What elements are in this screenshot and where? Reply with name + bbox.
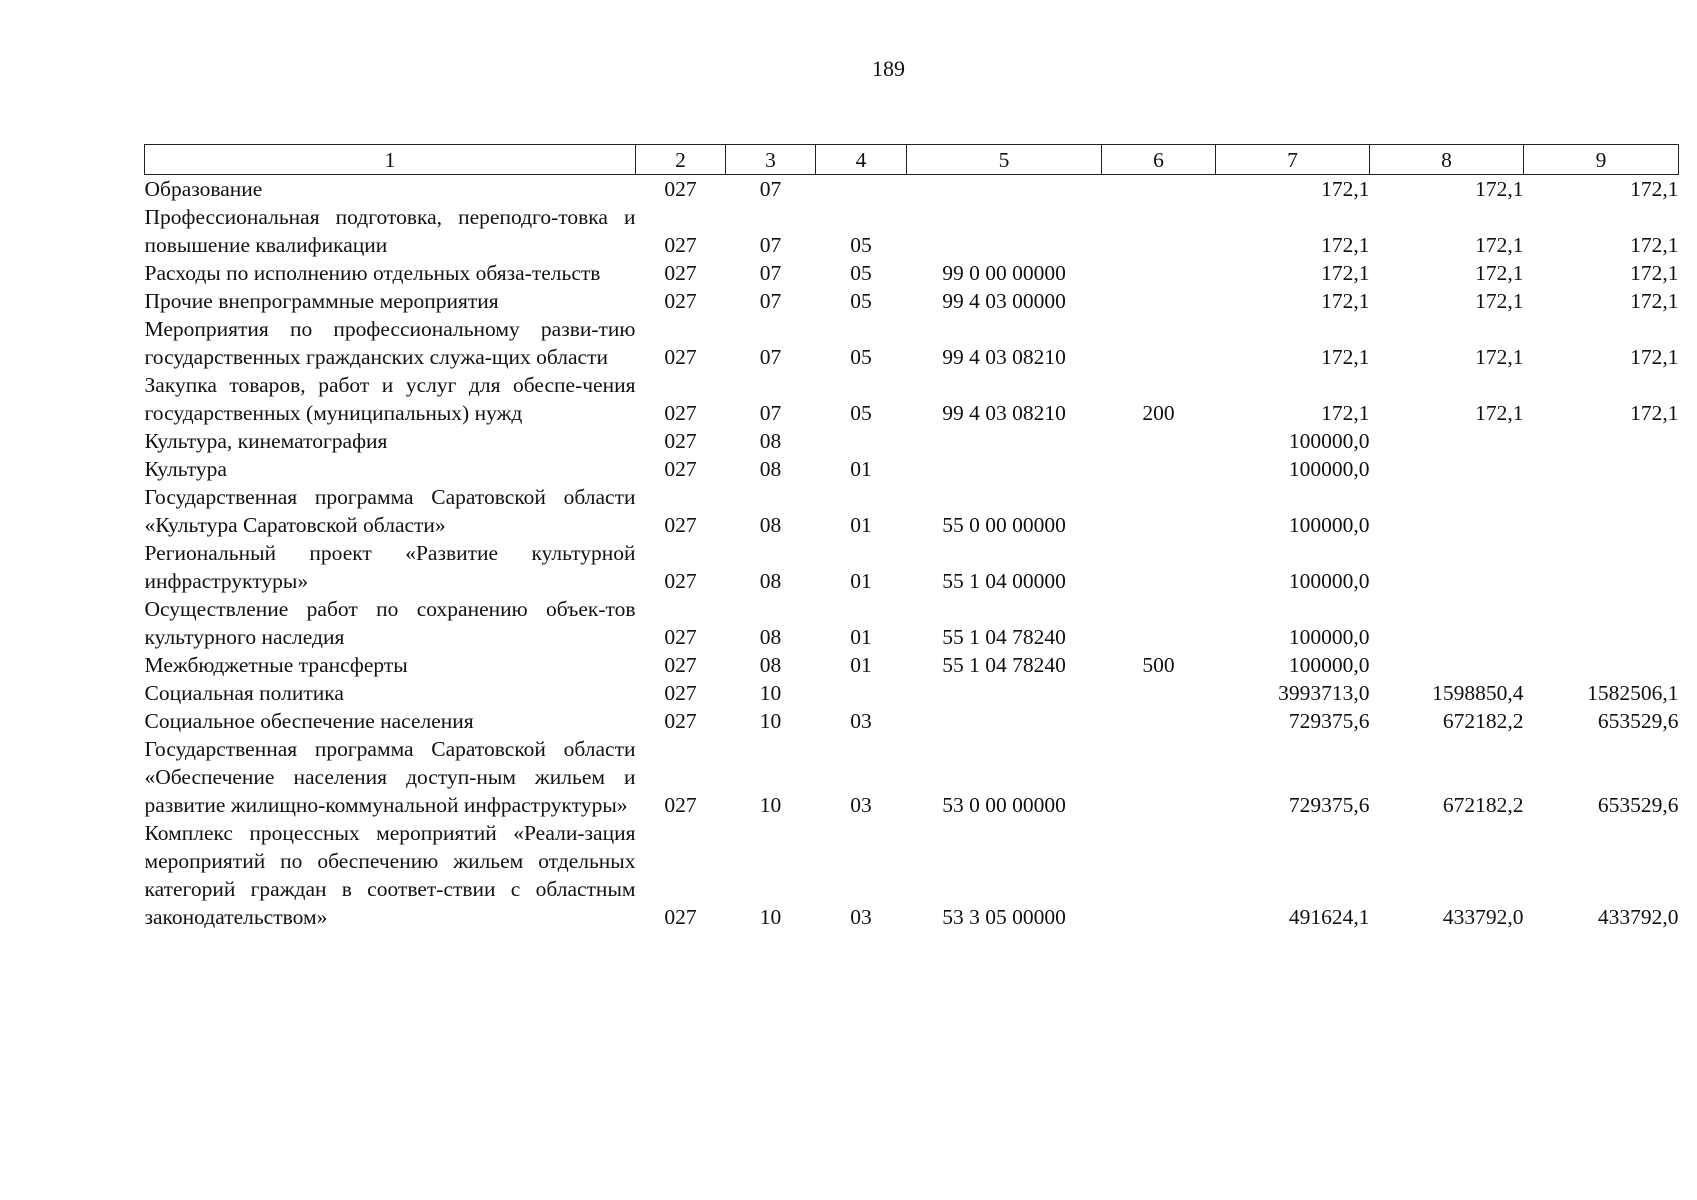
cell-amount-col7: 172,1 — [1321, 261, 1370, 285]
table-row — [145, 735, 1679, 819]
cell-expense-type — [1102, 203, 1216, 259]
cell-amount-col9 — [1524, 539, 1679, 595]
cell-expense-type — [1102, 819, 1216, 931]
budget-table — [144, 144, 1679, 931]
cell-amount-col7: 172,1 — [1321, 233, 1370, 257]
cell-amount-col8 — [1370, 651, 1524, 679]
cell-subsection: 01 — [850, 653, 872, 677]
cell-amount-col8: 172,1 — [1475, 345, 1524, 369]
cell-target-article: 99 0 00 00000 — [942, 261, 1066, 285]
cell-section: 10 — [759, 681, 782, 705]
cell-amount-col8 — [1370, 539, 1524, 595]
cell-subsection: 01 — [850, 513, 872, 537]
row-name: Социальная политика — [144, 681, 344, 705]
cell-amount-col9: 653529,6 — [1597, 793, 1679, 817]
row-name: Осуществление работ по сохранению объек-тов культурного наследия — [144, 597, 636, 649]
cell-amount-col7: 100000,0 — [1288, 653, 1370, 677]
column-header-2: 2 — [636, 145, 726, 175]
cell-amount-col8: 1598850,4 — [1432, 681, 1524, 705]
cell-amount-col9 — [1524, 651, 1679, 679]
cell-amount-col8: 172,1 — [1475, 261, 1524, 285]
cell-expense-type — [1102, 315, 1216, 371]
table-row — [145, 259, 1679, 287]
cell-ministry-code: 027 — [664, 709, 697, 733]
cell-expense-type — [1102, 735, 1216, 819]
cell-amount-col9: 172,1 — [1630, 233, 1679, 257]
column-header-5: 5 — [907, 145, 1102, 175]
cell-expense-type: 200 — [1142, 401, 1175, 425]
cell-section: 07 — [759, 233, 782, 257]
table-row — [145, 455, 1679, 483]
table-row — [145, 679, 1679, 707]
cell-ministry-code: 027 — [664, 569, 697, 593]
cell-subsection — [816, 679, 907, 707]
cell-subsection: 01 — [850, 569, 872, 593]
cell-target-article: 53 3 05 00000 — [942, 905, 1066, 929]
cell-subsection: 03 — [850, 793, 872, 817]
cell-section: 10 — [759, 709, 782, 733]
cell-amount-col7: 100000,0 — [1288, 569, 1370, 593]
cell-expense-type: 500 — [1142, 653, 1175, 677]
cell-amount-col9: 172,1 — [1630, 345, 1679, 369]
cell-amount-col8: 172,1 — [1475, 401, 1524, 425]
cell-amount-col8: 172,1 — [1475, 289, 1524, 313]
cell-ministry-code: 027 — [664, 513, 697, 537]
table-row — [145, 287, 1679, 315]
table-row — [145, 203, 1679, 259]
column-header-8: 8 — [1370, 145, 1524, 175]
cell-amount-col7: 172,1 — [1321, 177, 1370, 201]
cell-section: 07 — [759, 177, 782, 201]
column-header-9: 9 — [1524, 145, 1679, 175]
cell-ministry-code: 027 — [664, 905, 697, 929]
cell-section: 08 — [759, 653, 782, 677]
cell-ministry-code: 027 — [664, 345, 697, 369]
cell-subsection: 03 — [850, 905, 872, 929]
cell-target-article: 99 4 03 00000 — [942, 289, 1066, 313]
row-name: Государственная программа Саратовской области «Культура Саратовской области» — [144, 485, 636, 537]
cell-amount-col8 — [1370, 483, 1524, 539]
cell-expense-type — [1102, 483, 1216, 539]
cell-expense-type — [1102, 679, 1216, 707]
cell-amount-col7: 100000,0 — [1288, 513, 1370, 537]
cell-target-article: 55 1 04 00000 — [942, 569, 1066, 593]
cell-target-article: 55 1 04 78240 — [942, 625, 1066, 649]
cell-amount-col7: 729375,6 — [1288, 709, 1370, 733]
row-name: Прочие внепрограммные мероприятия — [144, 289, 499, 313]
cell-amount-col9: 433792,0 — [1597, 905, 1679, 929]
cell-section: 07 — [759, 401, 782, 425]
cell-amount-col9: 172,1 — [1630, 177, 1679, 201]
row-name: Расходы по исполнению отдельных обяза-тельств — [144, 261, 601, 285]
table-row — [145, 315, 1679, 371]
cell-amount-col8: 672182,2 — [1442, 793, 1524, 817]
cell-amount-col7: 100000,0 — [1288, 429, 1370, 453]
cell-amount-col7: 3993713,0 — [1278, 681, 1370, 705]
cell-amount-col7: 729375,6 — [1288, 793, 1370, 817]
cell-subsection: 01 — [850, 625, 872, 649]
table-row — [145, 427, 1679, 455]
cell-subsection — [816, 427, 907, 455]
row-name: Мероприятия по профессиональному разви-тию государственных гражданских служа-щих области — [144, 317, 636, 369]
table-row — [145, 595, 1679, 651]
cell-subsection: 05 — [850, 345, 872, 369]
row-name: Межбюджетные трансферты — [144, 653, 408, 677]
column-header-4: 4 — [816, 145, 907, 175]
cell-target-article: 55 0 00 00000 — [942, 513, 1066, 537]
table-row — [145, 371, 1679, 427]
cell-subsection: 05 — [850, 289, 872, 313]
row-name: Закупка товаров, работ и услуг для обеспе-чения государственных (муниципальных) нужд — [144, 373, 636, 425]
cell-target-article: 53 0 00 00000 — [942, 793, 1066, 817]
cell-target-article — [907, 707, 1102, 735]
header-row — [145, 145, 1679, 175]
cell-amount-col8 — [1370, 427, 1524, 455]
table-row — [145, 707, 1679, 735]
cell-amount-col9 — [1524, 427, 1679, 455]
cell-ministry-code: 027 — [664, 233, 697, 257]
cell-expense-type — [1102, 287, 1216, 315]
cell-amount-col7: 172,1 — [1321, 401, 1370, 425]
cell-amount-col7: 172,1 — [1321, 345, 1370, 369]
cell-amount-col9: 653529,6 — [1597, 709, 1679, 733]
cell-section: 08 — [759, 625, 782, 649]
row-name: Культура, кинематография — [144, 429, 388, 453]
cell-target-article — [907, 175, 1102, 204]
cell-subsection — [816, 175, 907, 204]
cell-target-article: 55 1 04 78240 — [942, 653, 1066, 677]
table-row — [145, 819, 1679, 931]
cell-expense-type — [1102, 175, 1216, 204]
cell-ministry-code: 027 — [664, 457, 697, 481]
row-name: Региональный проект «Развитие культурной инфраструктуры» — [144, 541, 636, 593]
cell-ministry-code: 027 — [664, 625, 697, 649]
cell-target-article: 99 4 03 08210 — [942, 345, 1066, 369]
column-header-1: 1 — [145, 145, 636, 175]
cell-section: 10 — [759, 793, 782, 817]
cell-subsection: 05 — [850, 233, 872, 257]
cell-amount-col8: 672182,2 — [1442, 709, 1524, 733]
cell-section: 07 — [759, 261, 782, 285]
cell-expense-type — [1102, 455, 1216, 483]
cell-amount-col9: 172,1 — [1630, 289, 1679, 313]
cell-target-article — [907, 427, 1102, 455]
cell-subsection: 01 — [850, 457, 872, 481]
row-name: Государственная программа Саратовской области «Обеспечение населения доступ-ным жильем и развитие жилищно-коммунальной инфраструктуры» — [144, 737, 636, 817]
cell-expense-type — [1102, 707, 1216, 735]
cell-amount-col7: 491624,1 — [1288, 905, 1370, 929]
table-row — [145, 539, 1679, 595]
cell-ministry-code: 027 — [664, 401, 697, 425]
table-row — [145, 651, 1679, 679]
column-header-6: 6 — [1102, 145, 1216, 175]
cell-amount-col9 — [1524, 455, 1679, 483]
cell-section: 08 — [759, 513, 782, 537]
cell-amount-col8 — [1370, 455, 1524, 483]
cell-expense-type — [1102, 539, 1216, 595]
cell-amount-col9 — [1524, 595, 1679, 651]
table-row — [145, 175, 1679, 204]
cell-amount-col9: 172,1 — [1630, 401, 1679, 425]
cell-target-article — [907, 679, 1102, 707]
cell-expense-type — [1102, 595, 1216, 651]
cell-amount-col8: 433792,0 — [1442, 905, 1524, 929]
cell-ministry-code: 027 — [664, 289, 697, 313]
cell-expense-type — [1102, 259, 1216, 287]
cell-amount-col7: 100000,0 — [1288, 457, 1370, 481]
row-name: Профессиональная подготовка, переподго-товка и повышение квалификации — [144, 205, 636, 257]
cell-target-article: 99 4 03 08210 — [942, 401, 1066, 425]
row-name: Образование — [144, 177, 263, 201]
cell-section: 08 — [759, 429, 782, 453]
cell-amount-col8 — [1370, 595, 1524, 651]
cell-ministry-code: 027 — [664, 653, 697, 677]
cell-expense-type — [1102, 427, 1216, 455]
page-number: 189 — [872, 56, 905, 81]
column-header-7: 7 — [1216, 145, 1370, 175]
row-name: Культура — [144, 457, 227, 481]
cell-subsection: 03 — [850, 709, 872, 733]
cell-ministry-code: 027 — [664, 429, 697, 453]
row-name: Комплекс процессных мероприятий «Реали-зация мероприятий по обеспечению жильем отдельных категорий граждан в соответ-ствии с областным законодательством» — [144, 821, 636, 929]
cell-target-article — [907, 455, 1102, 483]
cell-amount-col7: 172,1 — [1321, 289, 1370, 313]
row-name: Социальное обеспечение населения — [144, 709, 474, 733]
cell-ministry-code: 027 — [664, 261, 697, 285]
cell-subsection: 05 — [850, 401, 872, 425]
cell-amount-col8: 172,1 — [1475, 233, 1524, 257]
cell-ministry-code: 027 — [664, 681, 697, 705]
cell-amount-col9 — [1524, 483, 1679, 539]
cell-section: 07 — [759, 289, 782, 313]
cell-section: 08 — [759, 457, 782, 481]
cell-amount-col9: 172,1 — [1630, 261, 1679, 285]
cell-ministry-code: 027 — [664, 177, 697, 201]
cell-ministry-code: 027 — [664, 793, 697, 817]
cell-section: 07 — [759, 345, 782, 369]
cell-section: 08 — [759, 569, 782, 593]
table-row — [145, 483, 1679, 539]
cell-section: 10 — [759, 905, 782, 929]
table-body — [145, 175, 1679, 932]
cell-amount-col8: 172,1 — [1475, 177, 1524, 201]
cell-amount-col9: 1582506,1 — [1587, 681, 1679, 705]
column-header-3: 3 — [726, 145, 816, 175]
cell-target-article — [907, 203, 1102, 259]
cell-amount-col7: 100000,0 — [1288, 625, 1370, 649]
cell-subsection: 05 — [850, 261, 872, 285]
